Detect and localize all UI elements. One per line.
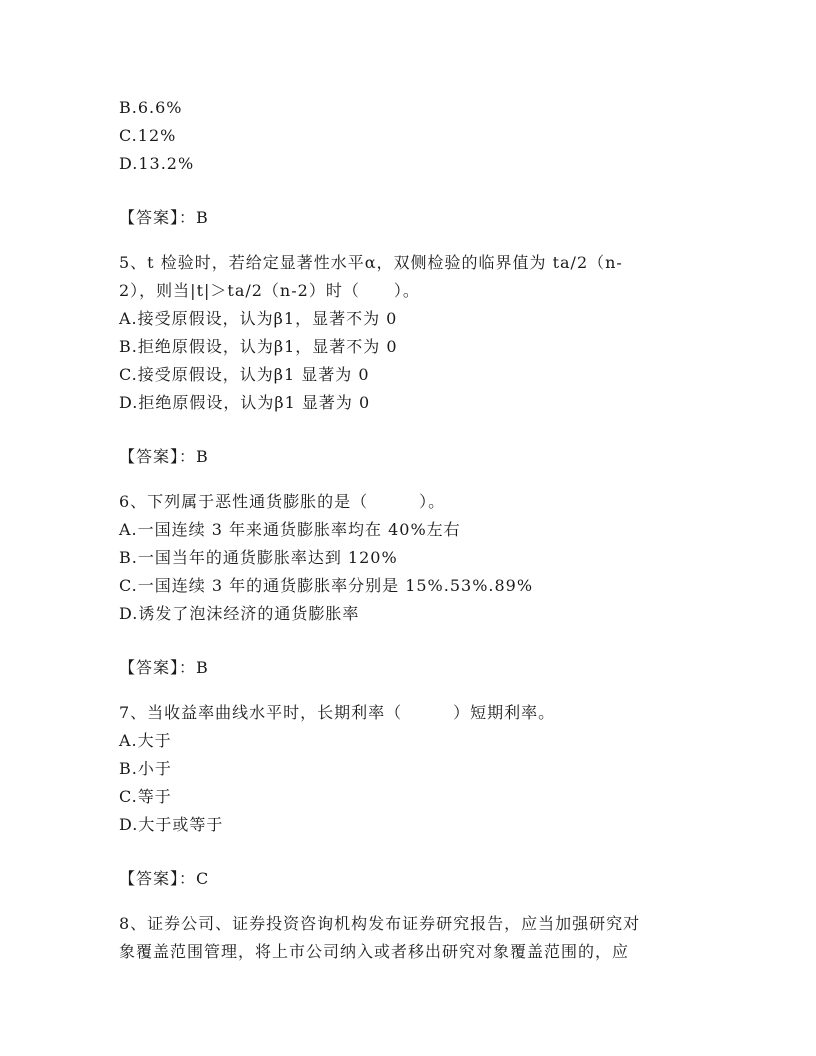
question-8-stem-line-2: 象覆盖范围管理，将上市公司纳入或者移出研究对象覆盖范围的，应: [119, 942, 630, 961]
question-5-answer: 【答案】：B: [119, 447, 209, 466]
question-7-stem: 7、当收益率曲线水平时，长期利率（ ）短期利率。: [119, 703, 556, 722]
option-a: A.一国连续 3 年来通货膨胀率均在 40%左右: [119, 520, 461, 539]
question-4-answer: 【答案】：B: [119, 208, 209, 227]
option-a: A.大于: [119, 731, 172, 750]
option-c: C.接受原假设，认为β1 显著为 0: [119, 365, 370, 384]
question-7-answer: 【答案】：C: [119, 869, 210, 888]
question-6-answer: 【答案】：B: [119, 658, 209, 677]
question-8-stem-line-1: 8、证券公司、证券投资咨询机构发布证券研究报告，应当加强研究对: [119, 914, 641, 933]
option-d: D.大于或等于: [119, 815, 224, 834]
option-b: B.6.6%: [119, 98, 183, 117]
option-a: A.接受原假设，认为β1，显著不为 0: [119, 309, 398, 328]
option-d: D.13.2%: [119, 154, 195, 173]
question-4-options: [119, 94, 709, 178]
question-5: [119, 249, 709, 417]
question-7: [119, 699, 709, 839]
option-d: D.拒绝原假设，认为β1 显著为 0: [119, 393, 371, 412]
option-b: B.小于: [119, 759, 172, 778]
question-6-stem: 6、下列属于恶性通货膨胀的是（ ）。: [119, 492, 446, 511]
option-c: C.一国连续 3 年的通货膨胀率分别是 15%.53%.89%: [119, 576, 534, 595]
question-8: [119, 910, 709, 966]
exam-page: [119, 94, 709, 966]
question-5-stem-line-1: 5、t 检验时，若给定显著性水平α，双侧检验的临界值为 ta/2（n-: [119, 253, 623, 272]
option-d: D.诱发了泡沫经济的通货膨胀率: [119, 604, 360, 623]
option-b: B.一国当年的通货膨胀率达到 120%: [119, 548, 398, 567]
option-c: C.12%: [119, 126, 177, 145]
option-b: B.拒绝原假设，认为β1，显著不为 0: [119, 337, 398, 356]
option-c: C.等于: [119, 787, 172, 806]
question-6: [119, 488, 709, 628]
question-5-stem-line-2: 2），则当|t|＞ta/2（n-2）时（ ）。: [119, 281, 420, 300]
